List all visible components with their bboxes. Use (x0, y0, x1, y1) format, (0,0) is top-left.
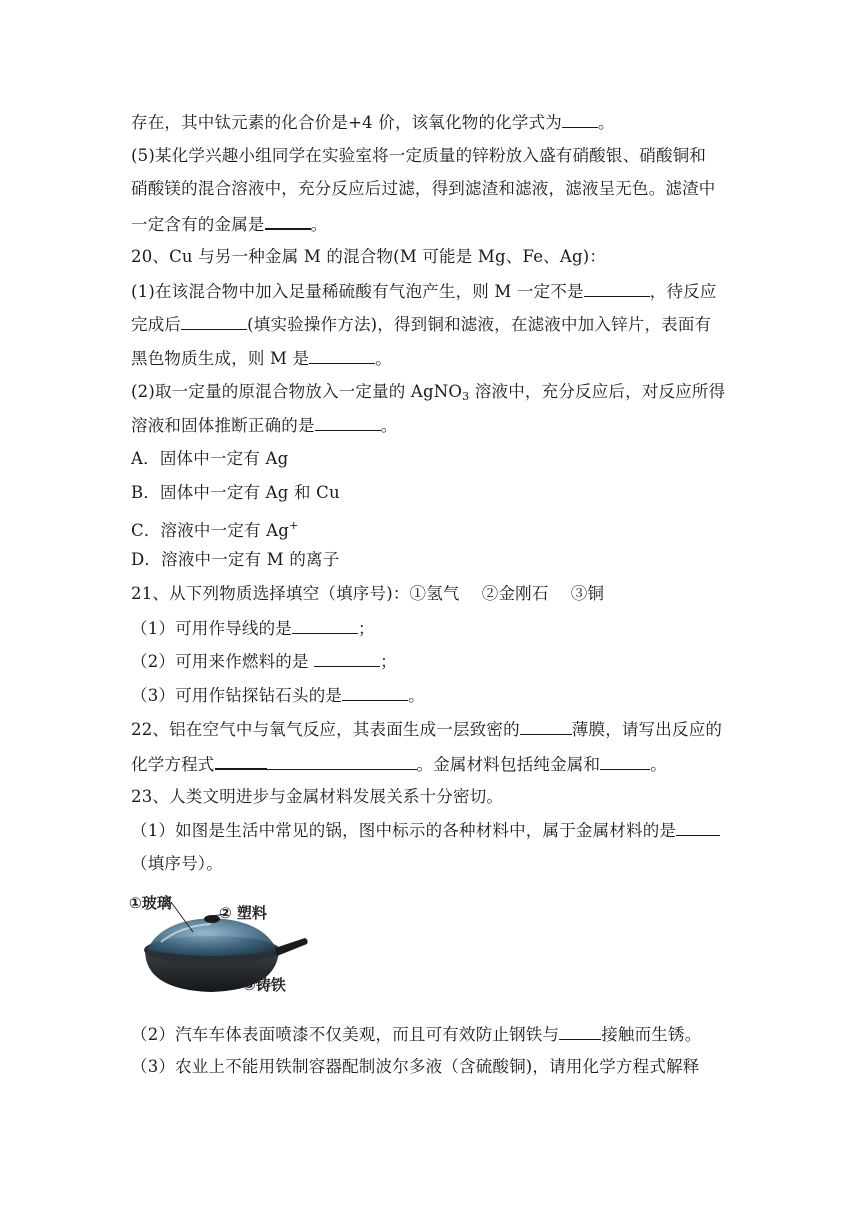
answer-blank[interactable] (181, 313, 247, 330)
text-line (131, 414, 397, 437)
text: ； (380, 652, 397, 671)
answer-blank[interactable] (267, 753, 417, 770)
text: (2)取一定量的原混合物放入一定量的 AgNO (131, 382, 463, 401)
text: ，待反应 (649, 282, 717, 301)
text: 化学方程式 (131, 755, 215, 774)
text: A．固体中一定有 Ag (131, 449, 289, 468)
text: （3）可用作钻探钻石头的是 (131, 686, 343, 705)
option-b (131, 482, 340, 504)
answer-blank[interactable] (676, 819, 720, 836)
text-line (131, 111, 615, 134)
answer-blank[interactable] (315, 414, 381, 431)
text-line (131, 145, 706, 167)
text: 溶液和固体推断正确的是 (131, 416, 315, 435)
answer-blank[interactable] (342, 684, 408, 701)
answer-blank[interactable] (559, 1023, 601, 1040)
superscript: + (289, 519, 299, 532)
option-a (131, 448, 288, 470)
text: 薄膜，请写出反应的 (571, 720, 723, 739)
text-line (131, 1056, 699, 1078)
wok-figure (131, 888, 311, 1000)
text: 硝酸镁的混合溶液中，充分反应后过滤，得到滤渣和滤液，滤液呈无色。滤渣中 (131, 179, 716, 198)
text-line (131, 752, 667, 776)
answer-blank[interactable] (265, 212, 311, 230)
text: 黑色物质生成，则 M 是 (131, 349, 310, 368)
text: 完成后 (131, 315, 182, 334)
text-line (131, 1023, 701, 1046)
text: (5)某化学兴趣小组同学在实验室将一定质量的锌粉放入盛有硝酸银、硝酸铜和 (131, 146, 707, 165)
text-line (131, 347, 392, 370)
text: （3）农业上不能用铁制容器配制波尔多液（含硫酸铜)，请用化学方程式解释 (131, 1057, 700, 1076)
text: 存在，其中钛元素的化合价是+4 价，该氧化物的化学式为 (131, 113, 562, 132)
text: 。 (650, 755, 667, 774)
text: 。 (408, 686, 425, 705)
text: C．溶液中一定有 Ag (131, 521, 290, 540)
text: 22、铝在空气中与氧气反应，其表面生成一层致密的 (131, 720, 520, 739)
label-cast-iron: ③铸铁 (243, 976, 286, 994)
option-c (131, 515, 298, 542)
text: (填实验操作方法)，得到铜和滤液，在滤液中加入锌片，表面有 (247, 315, 712, 334)
text: 溶液中，充分反应后，对反应所得 (469, 382, 726, 401)
question-20-title (131, 246, 606, 268)
text-line (131, 853, 223, 875)
answer-blank[interactable] (215, 752, 267, 770)
text: 23、人类文明进步与金属材料发展关系十分密切。 (131, 787, 504, 806)
text: （填序号）。 (131, 854, 223, 873)
text-line (131, 178, 716, 200)
text: 接触而生锈。 (601, 1025, 702, 1044)
text: 。 (375, 349, 392, 368)
text: ； (358, 619, 375, 638)
text: B．固体中一定有 Ag 和 Cu (131, 483, 340, 502)
text-line (131, 684, 425, 707)
answer-blank[interactable] (600, 753, 650, 770)
text: 一定含有的金属是 (131, 215, 265, 234)
answer-blank[interactable] (314, 650, 380, 667)
question-22-line (131, 718, 722, 741)
text: （1）可用作导线的是 (131, 619, 292, 638)
option-d (131, 549, 339, 571)
answer-blank[interactable] (309, 347, 375, 364)
text-line (131, 819, 720, 842)
text: D．溶液中一定有 M 的离子 (131, 550, 340, 569)
text: 20、Cu 与另一种金属 M 的混合物(M 可能是 Mg、Fe、Ag)： (131, 247, 607, 266)
text-line (131, 650, 397, 673)
text: 。 (597, 113, 615, 132)
text: 21、从下列物质选择填空（填序号)：①氢气 ②金刚石 ③铜 (131, 584, 605, 603)
text: (1)在该混合物中加入足量稀硫酸有气泡产生，则 M 一定不是 (131, 282, 584, 301)
text: （2）可用来作燃料的是 (131, 652, 315, 671)
question-23-title (131, 786, 503, 808)
label-plastic: ② 塑料 (219, 904, 267, 922)
question-21-title (131, 583, 604, 605)
text: （1）如图是生活中常见的锅，图中标示的各种材料中，属于金属材料的是 (131, 821, 677, 840)
text-line (131, 212, 327, 236)
text-line (131, 313, 711, 336)
answer-blank[interactable] (562, 111, 598, 128)
label-glass: ①玻璃 (129, 894, 172, 912)
text-line (131, 280, 717, 303)
subscript: 3 (462, 390, 470, 403)
text: （2）汽车车体表面喷漆不仅美观，而且可有效防止钢铁与 (131, 1025, 560, 1044)
answer-blank[interactable] (520, 718, 572, 735)
text: 。金属材料包括纯金属和 (416, 755, 601, 774)
text-line (131, 617, 375, 640)
text: 。 (380, 416, 398, 435)
answer-blank[interactable] (584, 280, 650, 297)
answer-blank[interactable] (292, 617, 358, 634)
text-line (131, 381, 725, 408)
text: 。 (310, 215, 328, 234)
